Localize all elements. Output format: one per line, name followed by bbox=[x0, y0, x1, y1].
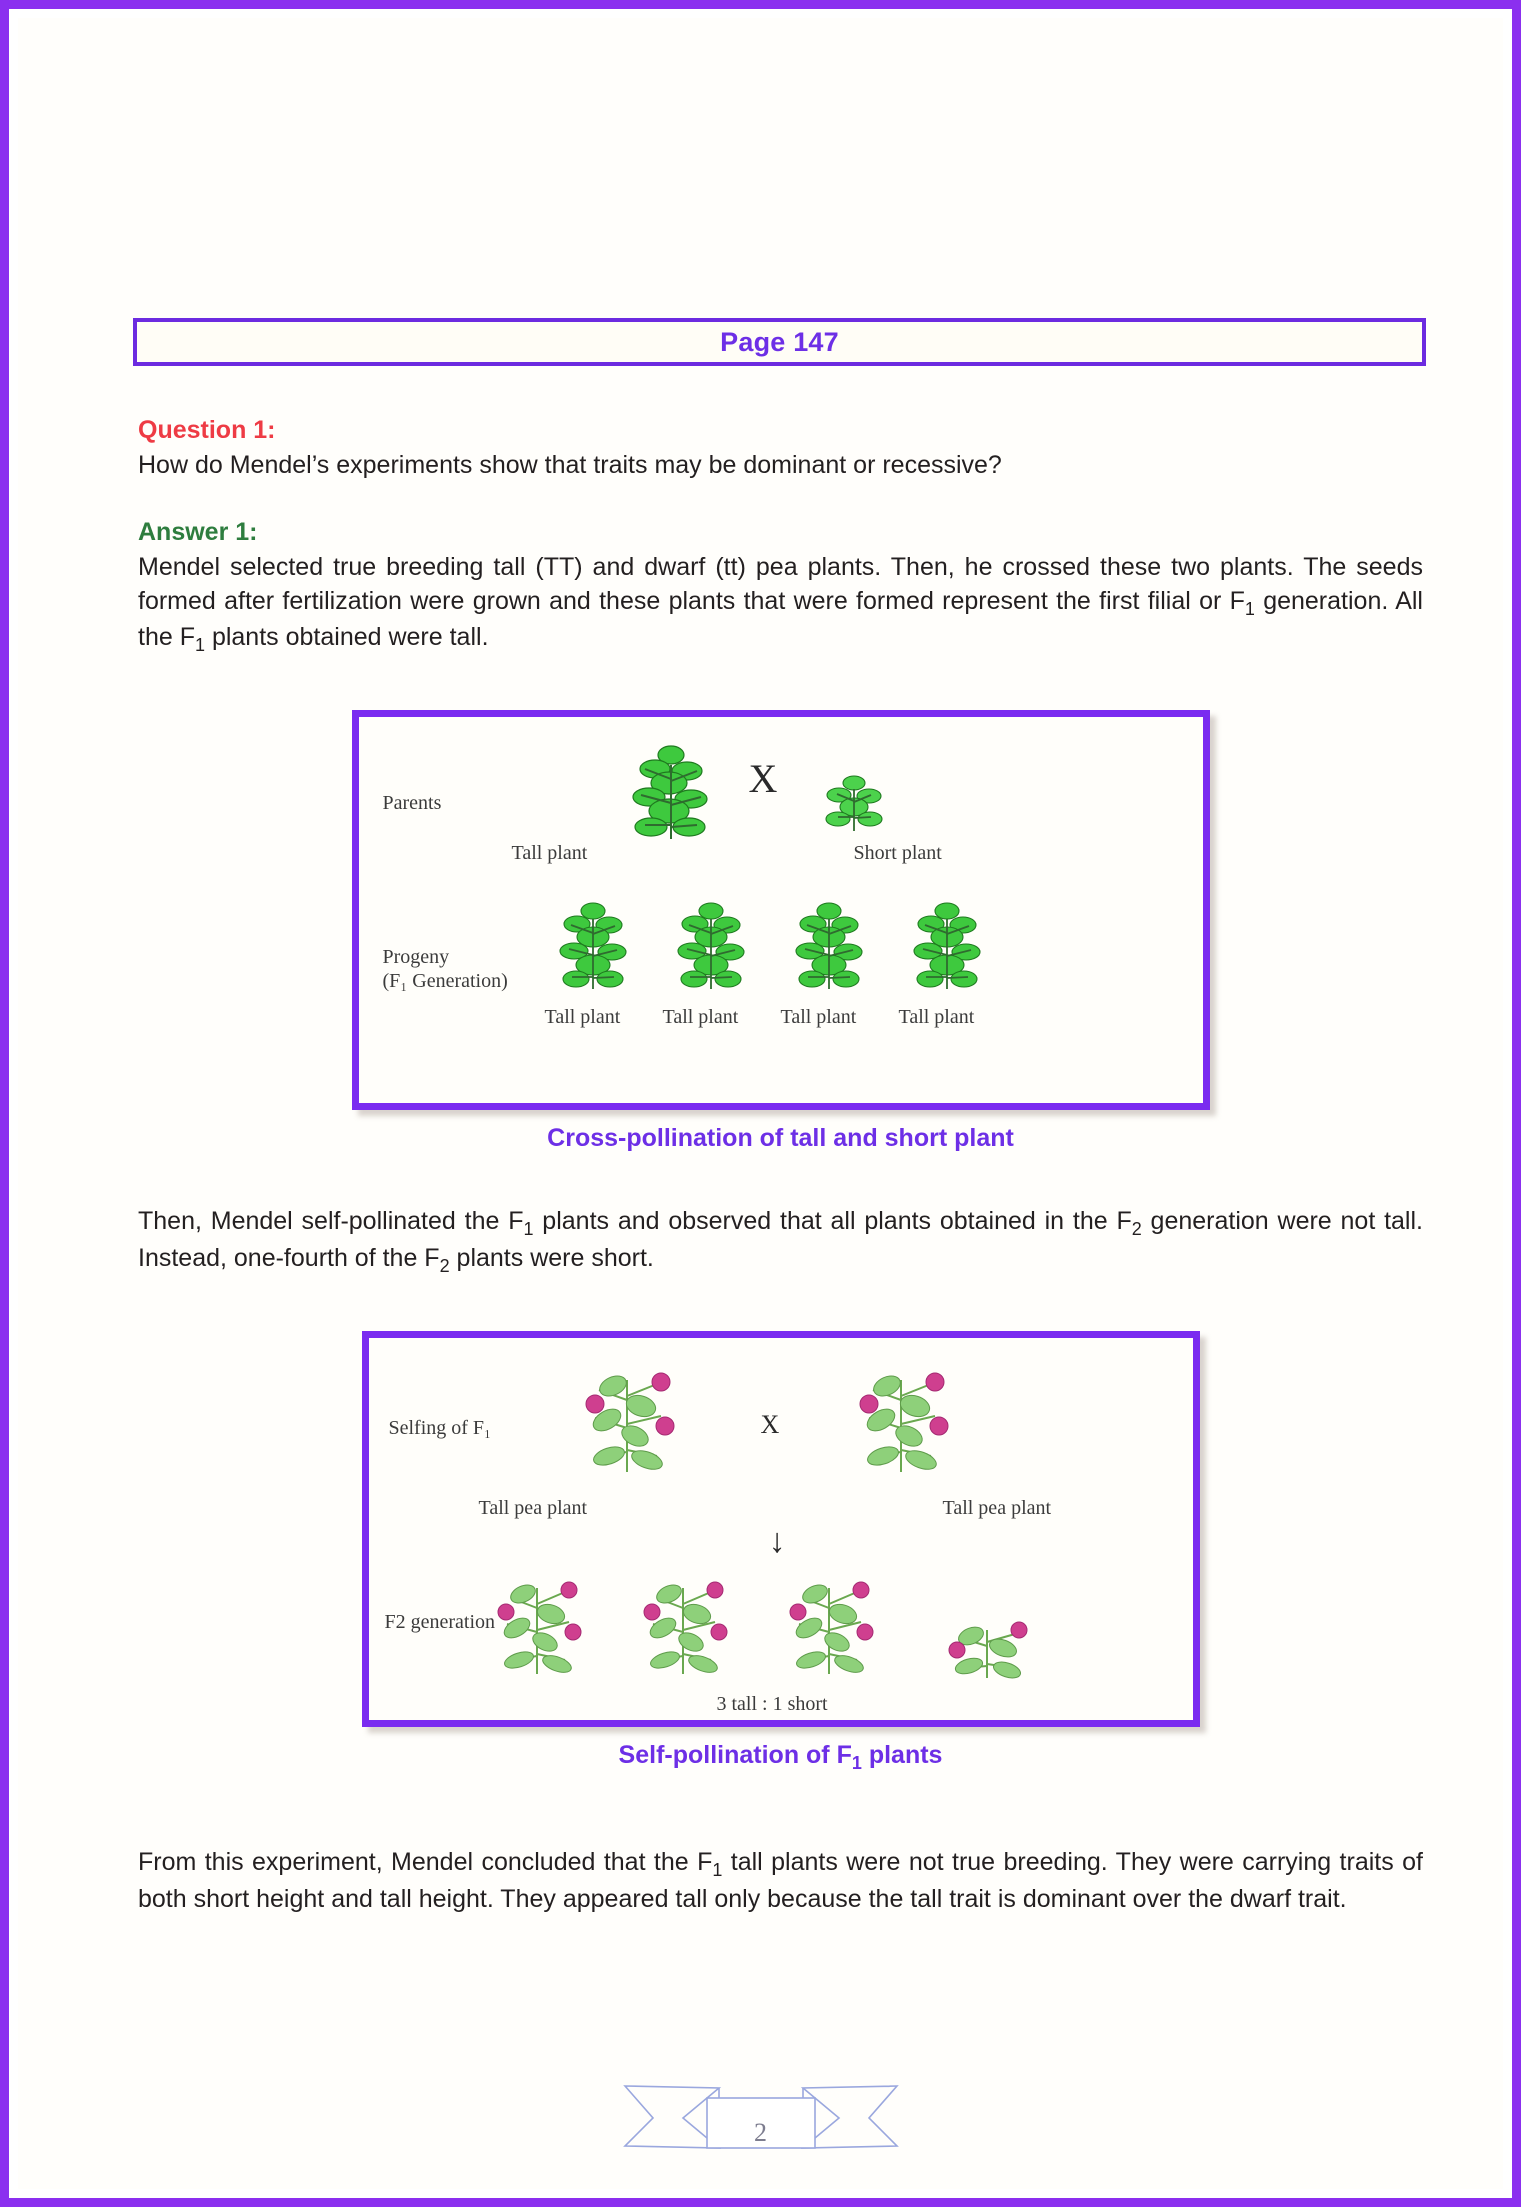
footer-page-number: 2 bbox=[754, 2118, 767, 2147]
figure-1-progeny-2-label: Tall plant bbox=[662, 1006, 739, 1029]
figure-2-caption-part1: Self-pollination of F bbox=[618, 1741, 852, 1770]
progeny-plant-4-icon bbox=[895, 897, 999, 995]
final-paragraph-sub1: 1 bbox=[712, 1860, 723, 1881]
middle-paragraph-part2: plants and observed that all plants obtained in the F bbox=[533, 1207, 1132, 1236]
answer-text-part1: Mendel selected true breeding tall (TT) and dwarf (tt) pea plants. Then, he crossed these two plants. The seeds formed after fertilization were grown and these plants that were formed represent the first filial or F bbox=[138, 553, 1423, 615]
figure-1-tall-plant-label: Tall plant bbox=[511, 842, 588, 865]
middle-paragraph-part3: generation were not tall. Instead, one-fourth of the F bbox=[138, 1207, 1423, 1273]
progeny-plant-1-icon bbox=[541, 897, 645, 995]
question-label: Question 1: bbox=[138, 416, 276, 444]
middle-paragraph-sub3: 2 bbox=[439, 1256, 450, 1277]
answer-subscript-2: 1 bbox=[194, 635, 205, 656]
middle-paragraph-part1: Then, Mendel self-pollinated the F bbox=[138, 1207, 524, 1236]
figure-2-selfing-label: Selfing of F₁ bbox=[388, 1417, 492, 1440]
middle-paragraph-part4: plants were short. bbox=[449, 1244, 654, 1273]
middle-paragraph-sub2: 2 bbox=[1131, 1219, 1142, 1240]
figure-1-progeny-1-label: Tall plant bbox=[544, 1006, 621, 1029]
progeny-plant-2-icon bbox=[659, 897, 763, 995]
figure-1-progeny-label-line2: (F₁ Generation) bbox=[382, 970, 508, 993]
figure-1-cross-symbol: X bbox=[748, 756, 778, 802]
figure-2-cross-symbol: X bbox=[760, 1410, 780, 1440]
figure-2-block bbox=[138, 1331, 1423, 1774]
answer-label: Answer 1: bbox=[138, 518, 258, 547]
figure-1-progeny-4-label: Tall plant bbox=[898, 1006, 975, 1029]
middle-paragraph bbox=[138, 1205, 1423, 1279]
question-text: How do Mendel’s experiments show that traits may be dominant or recessive? bbox=[138, 451, 1002, 479]
page-banner-title: Page 147 bbox=[720, 326, 839, 357]
footer-ribbon-wrap bbox=[18, 2068, 1503, 2168]
tall-plant-parent-icon bbox=[611, 739, 731, 849]
figure-1-diagram bbox=[359, 717, 1203, 1103]
f2-plant-2-icon bbox=[625, 1570, 745, 1682]
answer-subscript-1: 1 bbox=[1244, 598, 1255, 619]
figure-2-caption bbox=[619, 1741, 943, 1774]
figure-1-progeny-label-line1: Progeny bbox=[382, 946, 450, 969]
short-plant-parent-icon bbox=[811, 769, 897, 841]
footer-ribbon bbox=[611, 2068, 911, 2168]
tall-pea-plant-left-icon bbox=[565, 1360, 697, 1482]
answer-text-part2: generation. All the F bbox=[138, 586, 1423, 652]
figure-1-short-plant-label: Short plant bbox=[853, 842, 942, 865]
final-paragraph bbox=[138, 1846, 1423, 1916]
page-content bbox=[138, 318, 1423, 1916]
final-paragraph-part1: From this experiment, Mendel concluded that the F bbox=[138, 1848, 713, 1877]
figure-2-tall-pea-plant-left-label: Tall pea plant bbox=[478, 1497, 588, 1520]
page-sheet bbox=[18, 18, 1503, 2189]
figure-1-caption: Cross-pollination of tall and short plant bbox=[547, 1124, 1014, 1153]
f2-short-plant-icon bbox=[933, 1612, 1045, 1684]
figure-2-down-arrow-icon: ↓ bbox=[768, 1522, 786, 1561]
figure-2-diagram bbox=[369, 1338, 1193, 1720]
final-paragraph-part2: tall plants were not true breeding. They were carrying traits of both short height and tall height. They appeared tall only because the tall trait is dominant over the dwarf trait. bbox=[138, 1848, 1423, 1914]
figure-1-parents-label: Parents bbox=[382, 792, 442, 815]
figure-2-tall-pea-plant-right-label: Tall pea plant bbox=[942, 1497, 1052, 1520]
page-banner bbox=[133, 318, 1426, 366]
figure-2-frame bbox=[362, 1331, 1200, 1727]
figure-2-caption-sub: 1 bbox=[851, 1753, 862, 1774]
figure-2-ratio-label: 3 tall : 1 short bbox=[716, 1693, 828, 1716]
middle-paragraph-sub1: 1 bbox=[523, 1219, 534, 1240]
progeny-plant-3-icon bbox=[777, 897, 881, 995]
figure-1-block bbox=[138, 710, 1423, 1153]
answer-text bbox=[138, 551, 1423, 658]
figure-2-f2-generation-label: F2 generation bbox=[384, 1611, 496, 1634]
tall-pea-plant-right-icon bbox=[839, 1360, 971, 1482]
figure-1-progeny-3-label: Tall plant bbox=[780, 1006, 857, 1029]
answer-text-part3: plants obtained were tall. bbox=[205, 623, 489, 652]
f2-plant-1-icon bbox=[479, 1570, 599, 1682]
figure-2-caption-part2: plants bbox=[861, 1741, 943, 1770]
figure-1-frame bbox=[352, 710, 1210, 1110]
f2-plant-3-icon bbox=[771, 1570, 891, 1682]
